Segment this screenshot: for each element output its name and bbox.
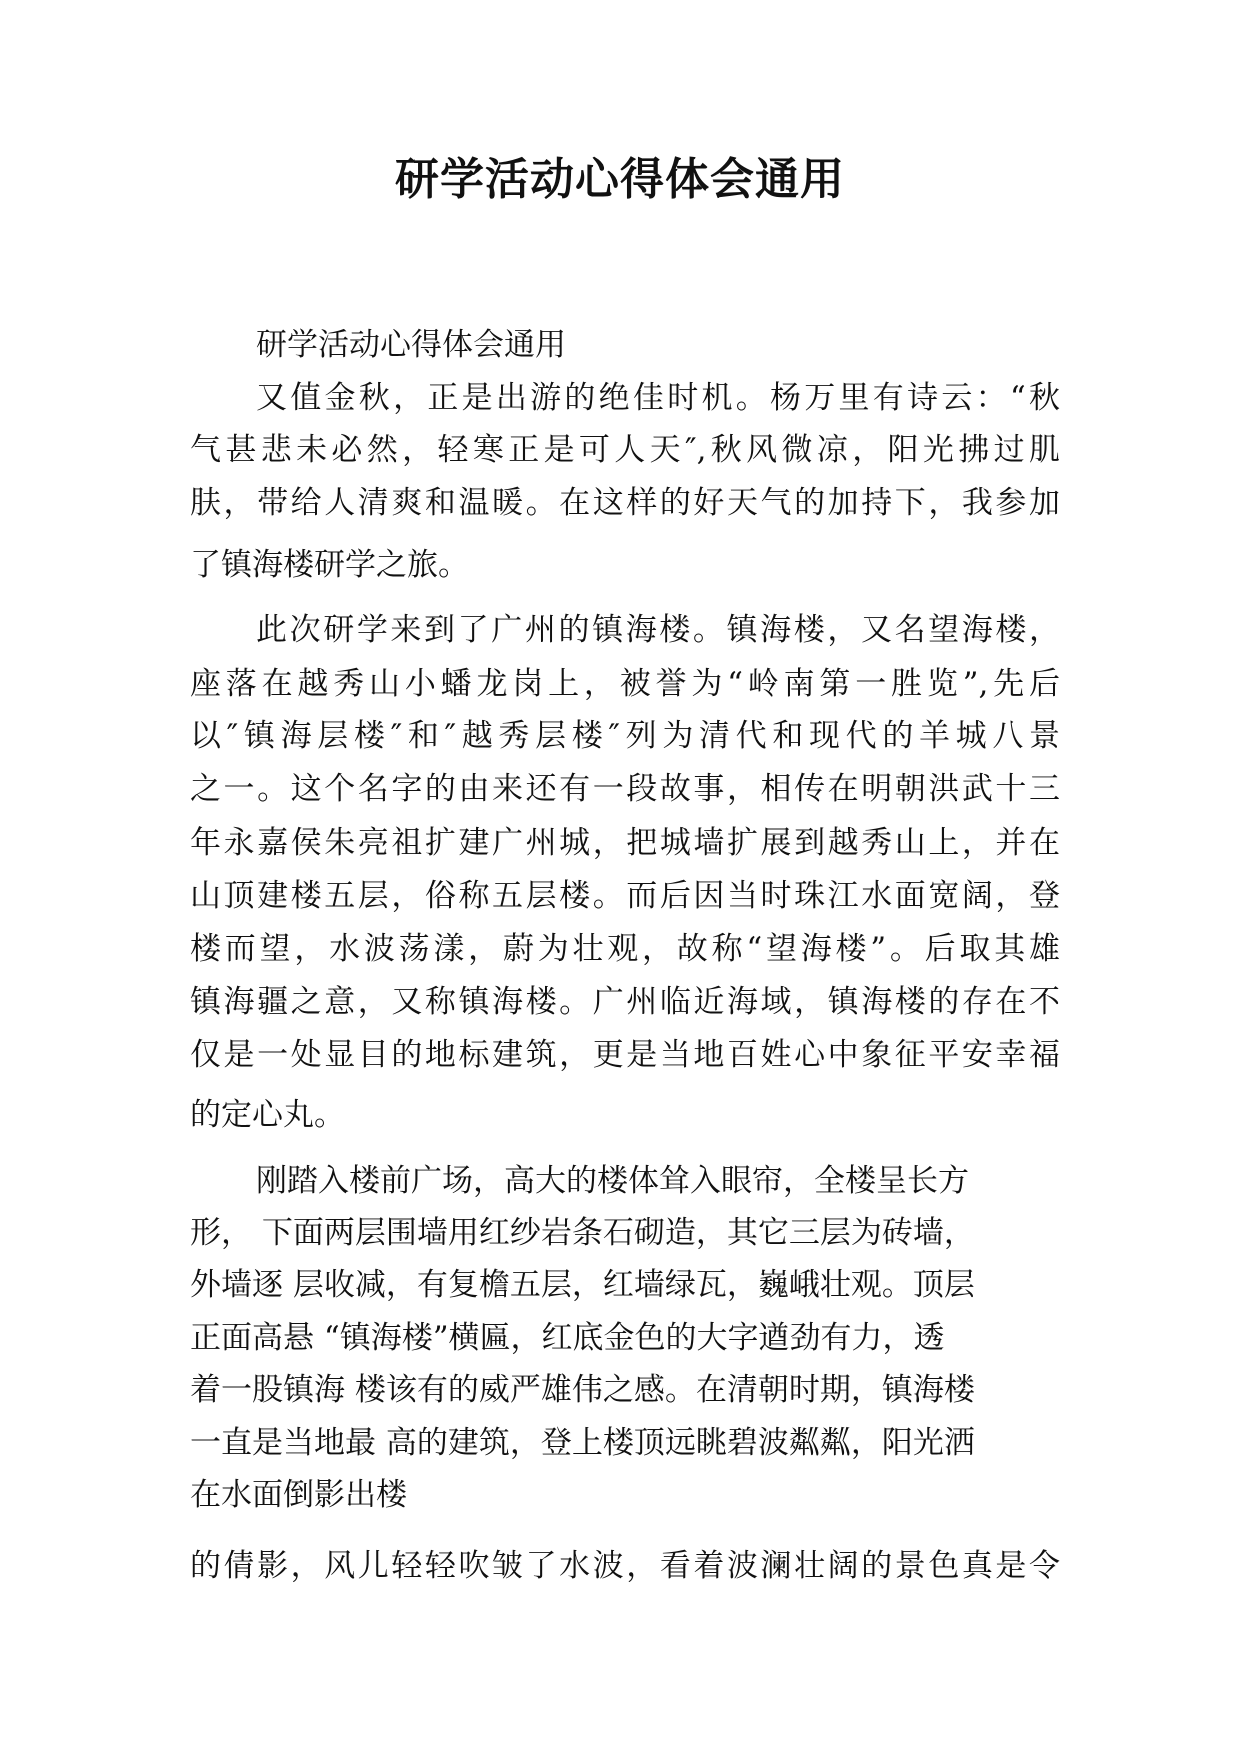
paragraph-line: 此次研学来到了广州的镇海楼。镇海楼，又名望海楼， bbox=[256, 612, 1060, 648]
paragraph-line: 以″镇海层楼″和″越秀层楼″列为清代和现代的羊城八景 bbox=[190, 718, 1060, 754]
paragraph-line: 气甚悲未必然，轻寒正是可人天″,秋风微凉，阳光拂过肌 bbox=[190, 432, 1060, 468]
paragraph-heading: 研学活动心得体会通用 bbox=[256, 327, 566, 363]
paragraph-line: 在水面倒影出楼 bbox=[190, 1477, 407, 1513]
paragraph-line: 镇海疆之意，又称镇海楼。广州临近海域，镇海楼的存在不 bbox=[190, 984, 1060, 1020]
paragraph-line: 正面高悬 “镇海楼”横匾，红底金色的大字遒劲有力，透 bbox=[190, 1320, 945, 1356]
paragraph-line: 的倩影，风儿轻轻吹皱了水波，看着波澜壮阔的景色真是令 bbox=[190, 1548, 1060, 1584]
paragraph-line: 肤，带给人清爽和温暖。在这样的好天气的加持下，我参加 bbox=[190, 485, 1060, 521]
paragraph-line: 的定心丸。 bbox=[190, 1097, 345, 1133]
paragraph-line: 座落在越秀山小蟠龙岗上，被誉为“岭南第一胜览”,先后 bbox=[190, 666, 1060, 702]
paragraph-line: 之一。这个名字的由来还有一段故事，相传在明朝洪武十三 bbox=[190, 771, 1060, 807]
paragraph-line: 着一股镇海 楼该有的威严雄伟之感。在清朝时期，镇海楼 bbox=[190, 1372, 975, 1408]
paragraph-line: 又值金秋，正是出游的绝佳时机。杨万里有诗云：“秋 bbox=[256, 380, 1060, 416]
paragraph-line: 形， 下面两层围墙用红纱岩条石砌造，其它三层为砖墙， bbox=[190, 1215, 975, 1251]
paragraph-line: 外墙逐 层收减，有复檐五层，红墙绿瓦，巍峨壮观。顶层 bbox=[190, 1267, 975, 1303]
paragraph-line: 年永嘉侯朱亮祖扩建广州城，把城墙扩展到越秀山上，并在 bbox=[190, 825, 1060, 861]
paragraph-line: 刚踏入楼前广场，高大的楼体耸入眼帘，全楼呈长方 bbox=[256, 1163, 969, 1199]
paragraph-line: 山顶建楼五层，俗称五层楼。而后因当时珠江水面宽阔，登 bbox=[190, 878, 1060, 914]
paragraph-line: 一直是当地最 高的建筑，登上楼顶远眺碧波粼粼，阳光洒 bbox=[190, 1425, 975, 1461]
paragraph-line: 仅是一处显目的地标建筑，更是当地百姓心中象征平安幸福 bbox=[190, 1037, 1060, 1073]
paragraph-line: 了镇海楼研学之旅。 bbox=[190, 547, 469, 583]
paragraph-line: 楼而望，水波荡漾，蔚为壮观，故称“望海楼”。后取其雄 bbox=[190, 931, 1060, 967]
document-title: 研学活动心得体会通用 bbox=[395, 154, 845, 205]
